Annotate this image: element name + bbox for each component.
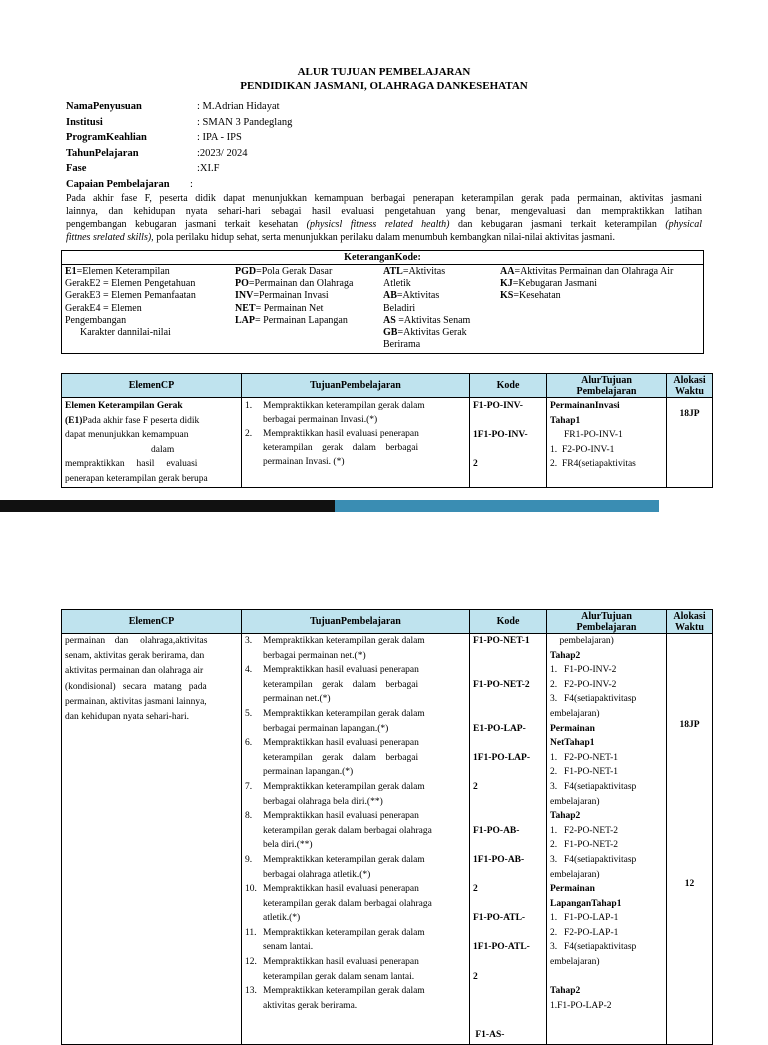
alokasi-value-a: 18JP	[679, 720, 700, 730]
alur-text: embelajaran)	[550, 796, 600, 807]
table-row	[62, 398, 713, 488]
keterangan-entry: Beladiri	[383, 302, 416, 314]
keterangan-entry: E1=Elemen Keterampilan	[65, 266, 170, 277]
table-header-row	[62, 374, 713, 398]
alur-item	[550, 692, 663, 707]
kode-line	[473, 926, 543, 941]
keterangan-entry: LAP= Permainan Lapangan	[235, 314, 348, 326]
tujuan-line: bela diri.(**)	[263, 840, 313, 851]
tujuan-number: 8.	[245, 811, 253, 822]
header-alokasi: Alokasi Waktu	[667, 374, 713, 398]
tujuan-line: Mempraktikkan keterampilan gerak dalam	[263, 781, 425, 792]
meta-label: ProgramKeahlian	[66, 132, 147, 144]
table-header-row	[62, 610, 713, 634]
alur-number: 2.	[550, 679, 558, 690]
kode-line	[473, 1013, 543, 1028]
atp-table-1	[61, 373, 713, 488]
elemen-line: permainan, aktivitas jasmani lainnya,	[65, 696, 207, 707]
tujuan-item	[245, 663, 466, 707]
header-kode: Kode	[470, 610, 547, 634]
atp-table-2	[61, 609, 713, 1045]
alur-number: 3.	[550, 942, 558, 953]
keterangan-column-permainan	[235, 266, 383, 327]
alur-item	[550, 634, 663, 649]
table-row	[62, 634, 713, 1045]
tujuan-item	[245, 736, 466, 780]
tujuan-number: 6.	[245, 738, 253, 749]
kode-line: 1F1-PO-LAP-	[473, 752, 530, 763]
keterangan-entry: KS=Kesehatan	[500, 290, 561, 302]
tujuan-line: permainan lapangan.(*)	[263, 767, 354, 778]
meta-value: :2023/ 2024	[197, 147, 248, 159]
alur-text: Tahap2	[550, 986, 581, 997]
alokasi-value-b: 12	[684, 879, 695, 889]
tujuan-line: Mempraktikkan keterampilan gerak dalam	[263, 401, 425, 411]
meta-value: : M.Adrian Hidayat	[197, 101, 280, 112]
meta-label: Fase	[66, 163, 87, 175]
alur-text: F4(setiapaktivitasp	[564, 854, 637, 865]
document-subtitle: PENDIDIKAN JASMANI, OLAHRAGA DANKESEHATAN	[240, 80, 528, 92]
alur-cell	[547, 634, 667, 1045]
tujuan-cell	[242, 398, 470, 488]
header-elemen-cp: ElemenCP	[62, 374, 242, 398]
keterangan-entry: NET= Permainan Net	[235, 302, 324, 314]
tujuan-number: 5.	[245, 708, 253, 719]
tujuan-line: Mempraktikkan keterampilan gerak dalam	[263, 636, 425, 646]
keterangan-entry: Karakter dannilai-nilai	[65, 327, 171, 339]
tujuan-line: Mempraktikkan hasil evaluasi penerapan	[263, 429, 419, 439]
tujuan-item	[245, 634, 466, 663]
alur-item	[550, 722, 663, 737]
tujuan-item	[245, 984, 466, 1013]
kode-cell	[470, 398, 547, 488]
alur-item	[550, 824, 663, 839]
alur-text: F2-PO-LAP-1	[564, 927, 619, 938]
tujuan-number: 10.	[245, 884, 257, 895]
tujuan-line: keterampilan gerak dalam berbagai	[263, 752, 419, 763]
tujuan-line: berbagai permainan Invasi.(*)	[263, 415, 378, 425]
elemen-line: aktivitas permainan dan olahraga air	[65, 666, 204, 677]
tujuan-number: 3.	[245, 636, 253, 646]
page-divider-blue	[335, 500, 659, 512]
meta-value: :XI.F	[197, 163, 220, 175]
kode-line: F1-PO-ATL-	[473, 913, 526, 924]
alur-number: 1.	[550, 665, 558, 676]
alur-number: 1.	[550, 913, 558, 924]
tujuan-number: 4.	[245, 665, 253, 676]
kode-line: F1-PO-NET-1	[473, 636, 530, 646]
alur-text: F1-PO-NET-2	[564, 840, 619, 851]
tujuan-number: 11.	[245, 927, 257, 938]
kode-line	[473, 955, 543, 970]
tujuan-line: atletik.(*)	[263, 913, 301, 924]
kode-line	[473, 736, 543, 751]
keterangan-entry: GB=Aktivitas Gerak	[383, 327, 467, 339]
alur-text: F2-PO-NET-2	[564, 825, 619, 836]
tujuan-number: 12.	[245, 957, 257, 968]
tujuan-item	[245, 882, 466, 926]
header-elemen-cp: ElemenCP	[62, 610, 242, 634]
keterangan-entry: PGD=Pola Gerak Dasar	[235, 266, 333, 277]
tujuan-line: senam lantai.	[263, 942, 314, 953]
tujuan-number: 1.	[245, 401, 253, 411]
tujuan-line: berbagai olahraga atletik.(*)	[263, 869, 371, 880]
tujuan-line: Mempraktikkan hasil evaluasi penerapan	[263, 811, 419, 822]
kode-line: 1F1-PO-ATL-	[473, 942, 530, 953]
alur-number: 1.	[550, 825, 558, 836]
alur-item	[550, 911, 663, 926]
elemen-line: permainan dan olahraga,aktivitas	[65, 636, 208, 646]
tujuan-line: keterampilan gerak dalam senam lantai.	[263, 971, 415, 982]
tujuan-line: keterampilan gerak dalam berbagai olahraga	[263, 898, 432, 909]
tujuan-item	[245, 809, 466, 853]
keterangan-entry: PO=Permainan dan Olahraga	[235, 278, 354, 290]
tujuan-cell	[242, 634, 470, 1045]
alur-text: F1-PO-NET-1	[564, 767, 619, 778]
meta-label: TahunPelajaran	[66, 147, 139, 159]
alur-number: 2.	[550, 840, 558, 851]
tujuan-item	[245, 955, 466, 984]
alur-number: 3.	[550, 854, 558, 865]
alur-item	[550, 736, 663, 751]
alur-item	[550, 795, 663, 810]
alur-item	[550, 751, 663, 766]
alur-item	[550, 940, 663, 955]
keterangan-entry: GerakE3 = Elemen Pemanfaatan	[65, 290, 196, 302]
header-alur: AlurTujuan Pembelajaran	[547, 374, 667, 398]
elemen-cp-cell: Elemen Keterampilan Gerak (E1)Pada akhir fase F peserta didik dapat menunjukkan kemampuan dalam mempraktikkan hasil evaluasi penerapan keterampilan gerak berupa	[62, 398, 242, 488]
tujuan-line: Mempraktikkan keterampilan gerak dalam	[263, 986, 425, 997]
tujuan-line: Mempraktikkan hasil evaluasi penerapan	[263, 665, 419, 676]
alur-item	[550, 897, 663, 912]
alur-text: Tahap2	[550, 650, 581, 661]
alur-item	[550, 999, 663, 1014]
kode-line: 1F1-PO-AB-	[473, 854, 525, 865]
tujuan-item	[245, 427, 466, 469]
kode-line: 2	[473, 781, 478, 792]
header-tujuan: TujuanPembelajaran	[242, 374, 470, 398]
alur-item	[550, 882, 663, 897]
alur-item	[550, 663, 663, 678]
keterangan-entry: GerakE4 = Elemen	[65, 302, 142, 314]
elemen-line: (kondisional) secara matang pada	[65, 681, 207, 692]
kode-line	[473, 443, 543, 458]
alur-text: pembelajaran)	[550, 636, 614, 646]
alur-text: F2-PO-INV-2	[564, 679, 617, 690]
keterangan-kode-box	[61, 250, 704, 354]
meta-value: : SMAN 3 Pandeglang	[197, 116, 293, 128]
kode-line: F1-PO-INV-	[473, 401, 523, 411]
kode-line: F1-PO-NET-2	[473, 679, 530, 690]
alur-number: 3.	[550, 694, 558, 705]
keterangan-column-elemen	[65, 266, 233, 339]
kode-line	[473, 999, 543, 1014]
alur-text: Tahap2	[550, 811, 581, 822]
keterangan-entry: KJ=Kebugaran Jasmani	[500, 278, 598, 290]
keterangan-header: KeteranganKode:	[62, 251, 703, 265]
tujuan-item	[245, 780, 466, 809]
elemen-cp-cell	[62, 634, 242, 1045]
kode-line: 2	[473, 884, 478, 895]
alur-text: embelajaran)	[550, 708, 600, 719]
tujuan-line: keterampilan gerak dalam berbagai	[263, 679, 419, 690]
alur-number: 2.	[550, 459, 558, 469]
tujuan-line: Mempraktikkan keterampilan gerak dalam	[263, 927, 425, 938]
alur-item	[550, 457, 663, 472]
kode-line: F1-AS-	[473, 1030, 505, 1041]
alur-text: Permainan	[550, 884, 595, 895]
elemen-line: dan kehidupan nyata sehari-hari.	[65, 712, 189, 723]
kode-line	[473, 838, 543, 853]
elemen-line: senam, aktivitas gerak berirama, dan	[65, 651, 205, 662]
tujuan-number: 7.	[245, 781, 253, 792]
keterangan-entry: INV=Permainan Invasi	[235, 290, 329, 302]
alur-text: F2-PO-INV-1	[562, 444, 615, 455]
kode-line: 1F1-PO-INV-	[473, 430, 528, 440]
tujuan-number: 2.	[245, 429, 253, 439]
meta-label: Capaian Pembelajaran	[66, 179, 170, 190]
alur-text: FR4(setiapaktivitas	[562, 459, 636, 469]
alur-text: Permainan	[550, 723, 595, 734]
alur-number: 1.	[550, 444, 558, 455]
kode-line	[473, 707, 543, 722]
alur-item	[550, 649, 663, 664]
meta-label: Institusi	[66, 116, 103, 128]
kode-line	[473, 897, 543, 912]
alokasi-cell: 18JP	[667, 398, 713, 488]
tujuan-line: berbagai permainan lapangan.(*)	[263, 723, 389, 734]
alur-item	[550, 765, 663, 780]
alur-text: F4(setiapaktivitasp	[564, 942, 637, 953]
keterangan-entry: AS =Aktivitas Senam	[383, 314, 471, 326]
page-divider-dark	[0, 500, 335, 512]
tujuan-line: berbagai permainan net.(*)	[263, 650, 366, 661]
header-alur: AlurTujuan Pembelajaran	[547, 610, 667, 634]
kode-line: 2	[473, 459, 478, 469]
tujuan-item	[245, 853, 466, 882]
tujuan-line: permainan net.(*)	[263, 694, 331, 705]
tujuan-item	[245, 399, 466, 427]
kode-line	[473, 663, 543, 678]
kode-line	[473, 984, 543, 999]
alur-text: F1-PO-LAP-1	[564, 913, 619, 924]
tujuan-number: 9.	[245, 854, 253, 865]
header-kode: Kode	[470, 374, 547, 398]
header-tujuan: TujuanPembelajaran	[242, 610, 470, 634]
keterangan-entry: GerakE2 = Elemen Pengetahuan	[65, 278, 196, 290]
alur-cell: PermainanInvasi Tahap1 FR1-PO-INV-1 1. F2-PO-INV-1 2. FR4(setiapaktivitas	[547, 398, 667, 488]
alur-item	[550, 443, 663, 458]
kode-line	[473, 649, 543, 664]
tujuan-line: aktivitas gerak berirama.	[263, 1000, 358, 1011]
alur-number: 2.	[550, 767, 558, 778]
alur-text: F4(setiapaktivitasp	[564, 694, 637, 705]
alur-item	[550, 838, 663, 853]
tujuan-item	[245, 926, 466, 955]
alur-number: 2.	[550, 927, 558, 938]
document-title: ALUR TUJUAN PEMBELAJARAN	[297, 66, 471, 78]
alur-text: F4(setiapaktivitasp	[564, 781, 637, 792]
tujuan-line: Mempraktikkan hasil evaluasi penerapan	[263, 738, 419, 749]
keterangan-entry: Pengembangan	[65, 314, 127, 326]
alur-item	[550, 809, 663, 824]
alur-item	[550, 955, 663, 970]
tujuan-item	[245, 707, 466, 736]
alur-item	[550, 678, 663, 693]
alur-text: NetTahap1	[550, 738, 595, 749]
tujuan-number: 13.	[245, 986, 257, 997]
meta-value: :	[190, 179, 193, 190]
tujuan-line: Mempraktikkan hasil evaluasi penerapan	[263, 884, 419, 895]
alur-text: 1.F1-PO-LAP-2	[550, 1000, 612, 1011]
kode-line: F1-PO-AB-	[473, 825, 520, 836]
kode-line	[473, 809, 543, 824]
kode-line: E1-PO-LAP-	[473, 723, 526, 734]
alur-item	[550, 707, 663, 722]
kode-line	[473, 795, 543, 810]
keterangan-entry: ATL=Aktivitas	[383, 266, 446, 277]
alur-item	[550, 984, 663, 999]
keterangan-entry: Berirama	[383, 339, 421, 351]
keterangan-column-aktivitas	[383, 266, 499, 351]
kode-line	[473, 692, 543, 707]
alur-item	[550, 926, 663, 941]
kode-line: 2	[473, 971, 478, 982]
tujuan-line: Mempraktikkan hasil evaluasi penerapan	[263, 957, 419, 968]
alur-item	[550, 868, 663, 883]
tujuan-line: keterampilan gerak dalam berbagai olahraga	[263, 825, 432, 836]
keterangan-entry: AB=Aktivitas	[383, 290, 440, 302]
alur-item	[550, 970, 663, 985]
kode-cell	[470, 634, 547, 1045]
alur-text: embelajaran)	[550, 957, 600, 968]
alur-text: LapanganTahap1	[550, 898, 622, 909]
tujuan-line: keterampilan gerak dalam berbagai	[263, 443, 419, 453]
tujuan-line: permainan Invasi. (*)	[263, 457, 345, 467]
alur-text: F1-PO-INV-2	[564, 665, 617, 676]
kode-line	[473, 765, 543, 780]
alur-item	[550, 853, 663, 868]
alur-number: 1.	[550, 752, 558, 763]
alur-number: 3.	[550, 781, 558, 792]
alur-text: embelajaran)	[550, 869, 600, 880]
keterangan-entry: Atletik	[383, 278, 411, 290]
tujuan-line: Mempraktikkan keterampilan gerak dalam	[263, 708, 425, 719]
tujuan-line: berbagai olahraga bela diri.(**)	[263, 796, 383, 807]
meta-value: : IPA - IPS	[197, 132, 242, 144]
kode-line	[473, 414, 543, 429]
header-alokasi: Alokasi Waktu	[667, 610, 713, 634]
keterangan-column-lainnya	[500, 266, 700, 303]
kode-line	[473, 868, 543, 883]
tujuan-line: Mempraktikkan keterampilan gerak dalam	[263, 854, 425, 865]
capaian-paragraph: Pada akhir fase F, peserta didik dapat menunjukkan kemampuan berbagai penerapan keterampilan gerak pada permainan, aktivitas jasmani lainnya, dan kehidupan nyata sehari-hari sebagai hasil evaluasi pengetahuan yang benar, mengevaluasi dan mempraktikkan latihan pengembangan kebugaran jasmani terkait kesehatan (physicsl fitness related health) dan kebugaran jasmani terkait keterampilan (physical fittnes srelated skills), pola perilaku hidup sehat, serta menunjukkan perilaku dalam menumbuh kembangkan nilai-nilai aktivitas jasmani.	[66, 193, 702, 243]
alokasi-cell	[667, 634, 713, 1045]
alur-text: F2-PO-NET-1	[564, 752, 619, 763]
alur-item	[550, 780, 663, 795]
keterangan-entry: AA=Aktivitas Permainan dan Olahraga Air	[500, 266, 674, 277]
meta-label: NamaPenyusuan	[66, 101, 142, 112]
